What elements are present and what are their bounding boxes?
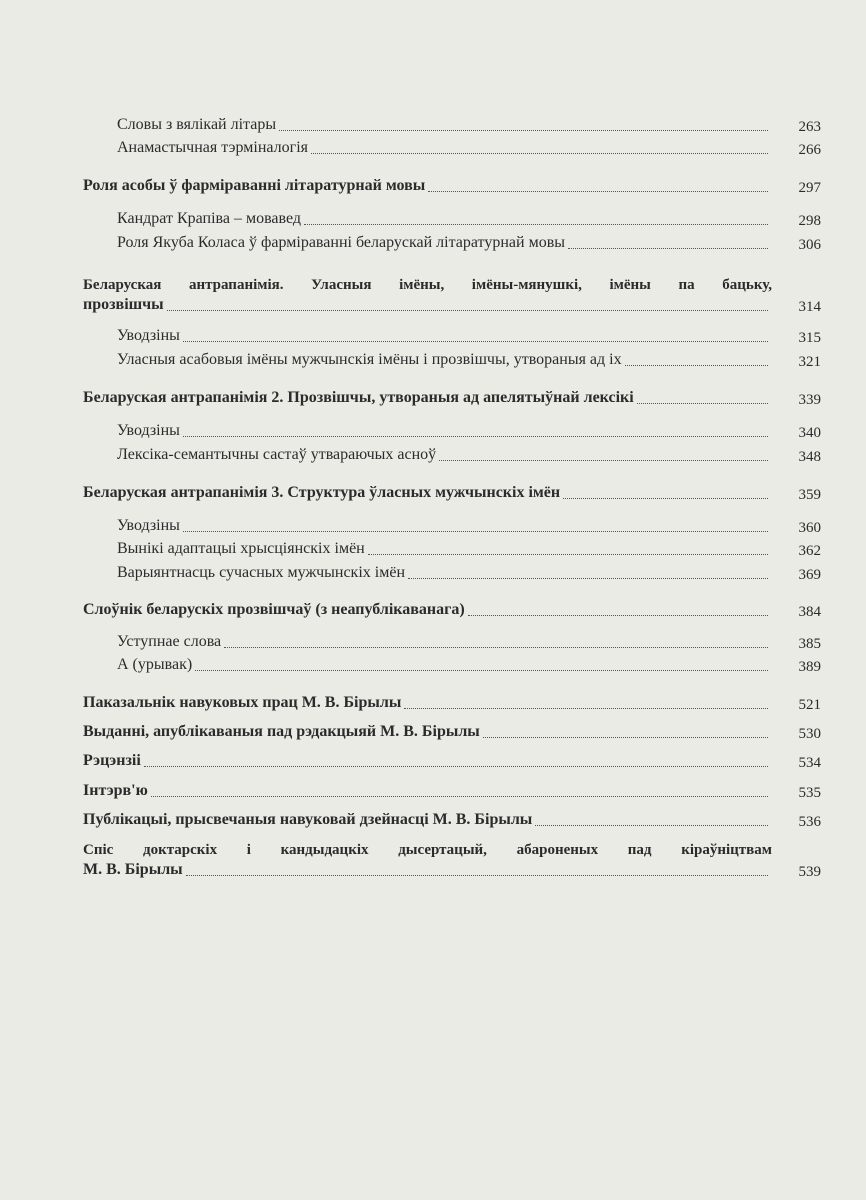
toc-page-number: 263	[798, 119, 821, 135]
toc-entry-title: Вынікі адаптацыі хрысціянскіх імён	[117, 540, 365, 557]
toc-page-number: 321	[798, 354, 821, 370]
toc-page-number: 314	[798, 299, 821, 315]
toc-section-heading	[83, 601, 772, 623]
toc-page-number: 339	[798, 392, 821, 408]
toc-page-number: 348	[798, 449, 821, 465]
toc-entry-title: Інтэрв'ю	[83, 782, 148, 799]
toc-section-heading	[83, 723, 772, 745]
toc-section-heading	[83, 861, 772, 883]
dot-leader	[468, 601, 768, 616]
toc-entry-title: Анамастычная тэрміналогія	[117, 139, 308, 156]
toc-page-number: 521	[798, 697, 821, 713]
dot-leader	[483, 723, 768, 738]
toc-page-number: 536	[798, 814, 821, 830]
dot-leader	[144, 752, 768, 767]
dot-leader	[568, 234, 768, 249]
dot-leader	[563, 484, 768, 499]
dot-leader	[183, 517, 768, 532]
toc-section-heading	[83, 752, 772, 774]
toc-page-number: 385	[798, 636, 821, 652]
dot-leader	[311, 139, 768, 154]
toc-entry-title: Публікацыі, прысвечаныя навуковай дзейнасці М. В. Бірылы	[83, 811, 533, 828]
toc-section-heading	[83, 484, 772, 506]
toc-section-heading	[83, 389, 772, 411]
dot-leader	[625, 351, 768, 366]
toc-entry	[117, 446, 772, 468]
toc-entry	[117, 564, 772, 586]
toc-entry-title: Рэцэнзіі	[83, 752, 141, 769]
toc-page-number: 389	[798, 659, 821, 675]
toc-entry-title: Роля асобы ў фарміраванні літаратурнай мовы	[83, 177, 426, 194]
toc-entry-title: Уступнае слова	[117, 633, 222, 650]
toc-entry-title: Кандрат Крапіва – мовавед	[117, 210, 302, 227]
toc-entry	[117, 422, 772, 444]
toc-entry-title: Уласныя асабовыя імёны мужчынскія імёны і прозвішчы, утвораныя ад іх	[117, 351, 622, 368]
toc-page-number: 362	[798, 543, 821, 559]
dot-leader	[183, 422, 768, 437]
toc-page-number: 360	[798, 520, 821, 536]
toc-entry-title: Уводзіны	[117, 517, 180, 534]
dot-leader	[368, 540, 768, 555]
toc-entry-title: Уводзіны	[117, 327, 180, 344]
toc-entry-title: прозвішчы	[83, 296, 164, 313]
toc-page-number: 266	[798, 142, 821, 158]
toc-entry	[117, 139, 772, 161]
dot-leader	[167, 296, 768, 311]
toc-entry-title: Лексіка-семантычны састаў утвараючых асноў	[117, 446, 437, 463]
toc-entry	[117, 116, 772, 138]
toc-page-number: 539	[798, 864, 821, 880]
toc-page-number: 534	[798, 755, 821, 771]
dot-leader	[183, 327, 768, 342]
toc-entry-title: Выданні, апублікаваныя пад рэдакцыяй М. В. Бірылы	[83, 723, 480, 740]
dot-leader	[151, 782, 768, 797]
toc-entry-title: Слоўнік беларускіх прозвішчаў (з неапублікаванага)	[83, 601, 465, 618]
toc-entry	[117, 517, 772, 539]
toc-section-heading-line1: Спіс доктарскіх і кандыдацкіх дысертацый, абароненых пад кіраўніцтвам	[83, 842, 772, 858]
toc-section-heading	[83, 296, 772, 318]
toc-page-number: 384	[798, 604, 821, 620]
dot-leader	[439, 446, 768, 461]
toc-entry-title: Паказальнік навуковых прац М. В. Бірылы	[83, 694, 402, 711]
toc-entry	[117, 234, 772, 256]
dot-leader	[428, 177, 768, 192]
toc-entry-title: М. В. Бірылы	[83, 861, 183, 878]
toc-page-number: 306	[798, 237, 821, 253]
toc-section-heading	[83, 177, 772, 199]
dot-leader	[224, 633, 768, 648]
toc-page-number: 315	[798, 330, 821, 346]
toc-page-number: 530	[798, 726, 821, 742]
toc-entry-title: Беларуская антрапанімія 3. Структура ўласных мужчынскіх імён	[83, 484, 561, 501]
toc-section-heading-line1: Беларуская антрапанімія. Уласныя імёны, імёны-мянушкі, імёны па бацьку,	[83, 277, 772, 293]
toc-entry-title: Уводзіны	[117, 422, 180, 439]
dot-leader	[186, 861, 768, 876]
toc-entry-title: Словы з вялікай літары	[117, 116, 277, 133]
toc-entry	[117, 327, 772, 349]
toc-page-number: 369	[798, 567, 821, 583]
toc-entry	[117, 656, 772, 678]
toc-entry	[117, 210, 772, 232]
toc-section-heading	[83, 694, 772, 716]
toc-entry-title: Роля Якуба Коласа ў фарміраванні беларускай літаратурнай мовы	[117, 234, 565, 251]
toc-page-number: 297	[798, 180, 821, 196]
toc-page-number: 340	[798, 425, 821, 441]
dot-leader	[408, 564, 768, 579]
dot-leader	[637, 389, 768, 404]
toc-page-number: 359	[798, 487, 821, 503]
dot-leader	[404, 694, 768, 709]
toc-page-number: 298	[798, 213, 821, 229]
toc-entry	[117, 633, 772, 655]
dot-leader	[195, 656, 768, 671]
toc-entry	[117, 540, 772, 562]
toc-entry-title: Беларуская антрапанімія 2. Прозвішчы, утвораныя ад апелятыўнай лексікі	[83, 389, 634, 406]
dot-leader	[535, 811, 768, 826]
toc-entry-title: А (урывак)	[117, 656, 193, 673]
toc-entry-title: Варыянтнасць сучасных мужчынскіх імён	[117, 564, 405, 581]
toc-page-number: 535	[798, 785, 821, 801]
toc-entry	[117, 351, 772, 373]
dot-leader	[304, 210, 768, 225]
toc-section-heading	[83, 782, 772, 804]
toc-section-heading	[83, 811, 772, 833]
dot-leader	[279, 116, 768, 131]
